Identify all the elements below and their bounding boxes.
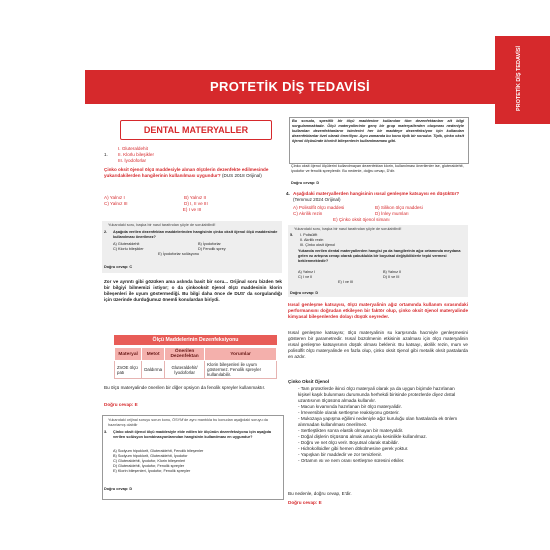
list-item: - Ortamın ısı ve nem oranı sertleşme süresini etkiler. xyxy=(298,458,468,464)
explanation-paragraph: Isısal genleşme katsayısı, ölçü materyalinin ağız ortamında kullanım sırasındaki performansını doğrudan etkileyen bir faktör olup, çinko oksit öjenol materyalinde kimyasal bileşenlerden dolayı düşük seyreder. xyxy=(288,302,468,319)
option[interactable]: B) Sodyum hipoklorit, Gluteraldehit, İyodofor xyxy=(113,454,188,458)
q4-stem-text: Aşağıdaki materyallerden hangisinin ısısal genleşme katsayısı en düşüktür? xyxy=(293,191,460,196)
subsection-title: Çinko Oksit Öjenol xyxy=(288,379,330,384)
option[interactable]: D) I, II ve III xyxy=(184,201,208,206)
option[interactable]: B) Yalnız II xyxy=(383,270,402,274)
question-number: 2. xyxy=(104,230,108,234)
list-item: - Hidrokolloidler gibi hemen dökülmesine gerek yoktur. xyxy=(298,446,468,452)
answer-label: Doğru cevap: E xyxy=(104,402,138,407)
explanation-paragraph: Zor ve ayrıntı gibi gözüken ama aslında basit bir soru... Orijinal soru bizden tek bir bilgiyi bilmemizi istiyor; o da çinkooksit öjenol ölçü maddesinin klorin bileşenleri ile uyum göstermediği. Bu bilgi daha önce de DUS' da sorgulandığı için üzerinde durduğumuz önemli konulardan biriydi. xyxy=(104,279,282,302)
alt-question-text: Aşağıda verilen dezenfektan maddelerinden hangisinin çinko oksit öjenol ölçü maddesinde kullanılması önerilmez? xyxy=(113,230,278,239)
option[interactable]: A) Sodyum hipoklorit, Gluteraldehit, Fenolik bileşenler xyxy=(113,449,204,453)
disinfection-table xyxy=(114,347,277,379)
list-item: - Sertleştikten sonra elastik olmayan bir materyaldir. xyxy=(298,428,468,434)
option[interactable]: B) Silikon ölçü maddesi xyxy=(375,205,423,210)
list-item: - Macun kıvamında hazırlanan bir ölçü materyalidir. xyxy=(298,404,468,410)
list-item: - Yapışkan bir maddedir ve zor temizlenir. xyxy=(298,452,468,458)
list-item: - Doğal dişlerin ölçüsünü almak amacıyla kesinlikle kullanılmaz. xyxy=(298,434,468,440)
option[interactable]: C) Yalnız III xyxy=(104,201,128,206)
q1-options xyxy=(104,195,280,213)
option[interactable]: D) İnley mumları xyxy=(375,211,409,216)
q1-source: (DUS 2018 Orijinal) xyxy=(221,173,262,178)
q4-source: (Temmuz 2024 Orijinal) xyxy=(293,197,341,202)
table-cell: ZnOE ölçü patı xyxy=(115,361,142,379)
option[interactable]: D) Gluteraldehit, İyodofor, Fenolik spreyler xyxy=(113,464,185,468)
q5-item: II. Akrilik rezin xyxy=(300,238,324,242)
table-banner: Ölçü Maddelerinin Dezenfeksiyonu xyxy=(114,335,277,345)
q1-items xyxy=(118,146,218,164)
option[interactable]: E) I ve III xyxy=(182,207,202,212)
list-item: - Doğru ve net ölçü verir. Boyutsal olarak stabildir. xyxy=(298,440,468,446)
list-item: - Tam protezlerde ikinci ölçü materyali olarak ya da uygun biçimde hazırlanan kişisel kaşık bulunması durumunda herhekdi birisinde protezlerde diyez dıstal uzantısının ölçüsünü almada kullanılır. xyxy=(298,386,468,404)
question-number: 3. xyxy=(104,430,108,434)
conclusion-text: Bu nedenle, doğru cevap, E'dir. xyxy=(288,491,352,496)
option[interactable]: C) Akrilik rezin xyxy=(293,211,323,216)
answer-label: Doğru cevap: D xyxy=(291,181,320,185)
alt-question-text: Yukarıda verilen dental materyallerden hangisi ya da hangilerinin ağız ortamında meydana gelen ısı artışına cevap olarak çabuklukla bir boyutsal değişikliklerle tepki vermesi beklenmektedir? xyxy=(298,249,461,263)
alt-question-options xyxy=(113,242,279,257)
info-box-body: Çinko oksit öjenol ölçülerini kullanılmayan dezenfektan klorin, kullanılması önerilenler ise, gluteraldehit, iyodofor ve fenolik spreylerdir. Bu nedenle, doğru cevap, D'dir. xyxy=(291,164,464,173)
question-number: 4. xyxy=(286,191,290,196)
option[interactable]: B) Yalnız II xyxy=(184,195,207,200)
table-header: Metot xyxy=(142,348,165,361)
after-table-text: Bu ölçü materyalinde önerilen bir diğer opsiyon da fenolik spreyler kullanmaktır. xyxy=(104,385,266,390)
alt-question-note: Yukarıdaki orijinal soruyu sorun konu, ÖSYM'de aynı mantıkla bu konudan aşağıdaki soruyu da hazırlamış olabilir xyxy=(108,418,268,427)
option[interactable]: C) Klorlu bileşikler xyxy=(113,247,144,251)
question-number: 1. xyxy=(104,152,108,157)
alt-question-text: Çinko oksit öjenol ölçü maddesiyle elde edilen bir ölçünün dezenfeksiyonu için aşağıda verilen solüsyon kombinasyonlarından hangisinin kullanılması en uygundur? xyxy=(113,430,272,439)
explanation-paragraph: Isısal genleşme katsayısı; ölçü materyalinin su karşısında hacmiyle genleşmesini gösteren bir parametredir. Isısal büzülmenin etkisinin azalması için ölçü materyalinin ısısal genleşme katsayısının düşük olması beklenir. Bu katsayı, akrilik rezin, mum ve polisülfit ölçü materyalinde en fazla olup, çinko oksit öjenol gibi metalik oksit pastalarda en azdır. xyxy=(288,330,468,359)
option[interactable]: C) Gluteraldehit, İyodofor, Klorin bileşenleri xyxy=(113,459,186,463)
option[interactable]: E) Çinko oksit öjenol simanı xyxy=(333,217,390,222)
q1-item: I. Gluteraldehit xyxy=(118,146,148,151)
list-item: - İrreversible olarak sertleşme reaksiyonu gösterir. xyxy=(298,410,468,416)
q4-options xyxy=(293,205,467,223)
list-item: - Mukozaya yapışma eğilimi nedeniyle ağız kuruluğu olan hastalarda ek önlem alınmadan kullanılması önerilmez. xyxy=(298,416,468,428)
q1-stem xyxy=(104,167,280,179)
table-cell: Klorin bileşenleri ile uyum göstermez. Fenolik spreyler kullanılabilir. xyxy=(205,361,277,379)
info-box-text: Bu soruda, spesifik bir ölçü maddesine kullanılan tüm dezenfektanları ait bilgi sorgulanmaktadır. Ölçü materyallerinin genç bir grup materyallerden oluşması nedeniyle kullanılan dezenfektanların isimlerini her bir maddeye dezenfeksiyon için kullanılan dezenfektanlar özel olarak öneriliyor. Aynı zamanda bu konu tipik bir sorudur. Tipik, çinko oksit öjenol ölçüsünde klorinli bileşenlerin kullanılmaması gibi. xyxy=(292,119,464,143)
option[interactable]: A) Yalnız I xyxy=(104,195,125,200)
alt-question-note: Yukarıdaki soru, başka bir nasıl tarafından şöyle de sorulabilirdi! xyxy=(294,227,402,231)
table-header: Yorumlar xyxy=(205,348,277,361)
table-cell: Daldırma xyxy=(142,361,165,379)
option[interactable]: D) II ve III xyxy=(383,275,400,279)
answer-label: Doğru cevap: C xyxy=(104,265,133,269)
option[interactable]: E) İyodoforlar solüsyonu xyxy=(158,252,199,256)
q5-item: III. Çinko oksit öjenol xyxy=(300,243,336,247)
q1-item: II. Klorlu bileşikler xyxy=(118,152,154,157)
option[interactable]: A) Yalnız I xyxy=(298,270,316,274)
question-number: 5. xyxy=(290,233,294,237)
answer-label: Doğru cevap: D xyxy=(290,291,319,295)
option[interactable]: D) Fenolik sprey xyxy=(198,247,226,251)
property-list xyxy=(292,386,468,464)
option[interactable]: B) İyodoforlar xyxy=(198,242,221,246)
table-header: Materyal xyxy=(115,348,142,361)
q5-items xyxy=(300,233,400,248)
answer-label: Doğru cevap: D xyxy=(104,487,133,491)
option[interactable]: E) I ve III xyxy=(338,280,354,284)
option[interactable]: E) Klorin bileşenleri, İyodofor, Fenolik spreyler xyxy=(113,469,191,473)
q1-stem-text: Çinko oksit öjenol ölçü maddesiyle alınan ölçülerin dezenfekte edilmesinde yukarıdakilerden hangilerinin kullanılması uygundur? xyxy=(104,167,269,178)
alt-question-note: Yukarıdaki soru, başka bir nasıl tarafından şöyle de sorulabilirdi! xyxy=(108,223,216,227)
q4-stem xyxy=(293,191,467,203)
chapter-side-tab-label: PROTETİK DİŞ TEDAVİSİ xyxy=(516,46,522,112)
chapter-title: PROTETİK DİŞ TEDAVİSİ xyxy=(210,79,370,94)
option[interactable]: A) Polisülfit ölçü maddesi xyxy=(293,205,345,210)
alt-question-options xyxy=(113,449,279,474)
option[interactable]: A) Gluteraldehit xyxy=(113,242,140,246)
q1-item: III. İyodoforlar xyxy=(118,158,147,163)
q5-item: I. Polisülfit xyxy=(300,233,318,237)
table-cell: Gluteraldehit/ İyodoforlar xyxy=(165,361,205,379)
section-title: DENTAL MATERYALLER xyxy=(120,120,272,140)
table-row xyxy=(115,361,277,379)
alt-question-options xyxy=(298,270,464,285)
answer-label: Doğru cevap: E xyxy=(288,500,322,505)
table-header: Önerilen Dezenfektan xyxy=(165,348,205,361)
option[interactable]: C) I ve II xyxy=(298,275,313,279)
